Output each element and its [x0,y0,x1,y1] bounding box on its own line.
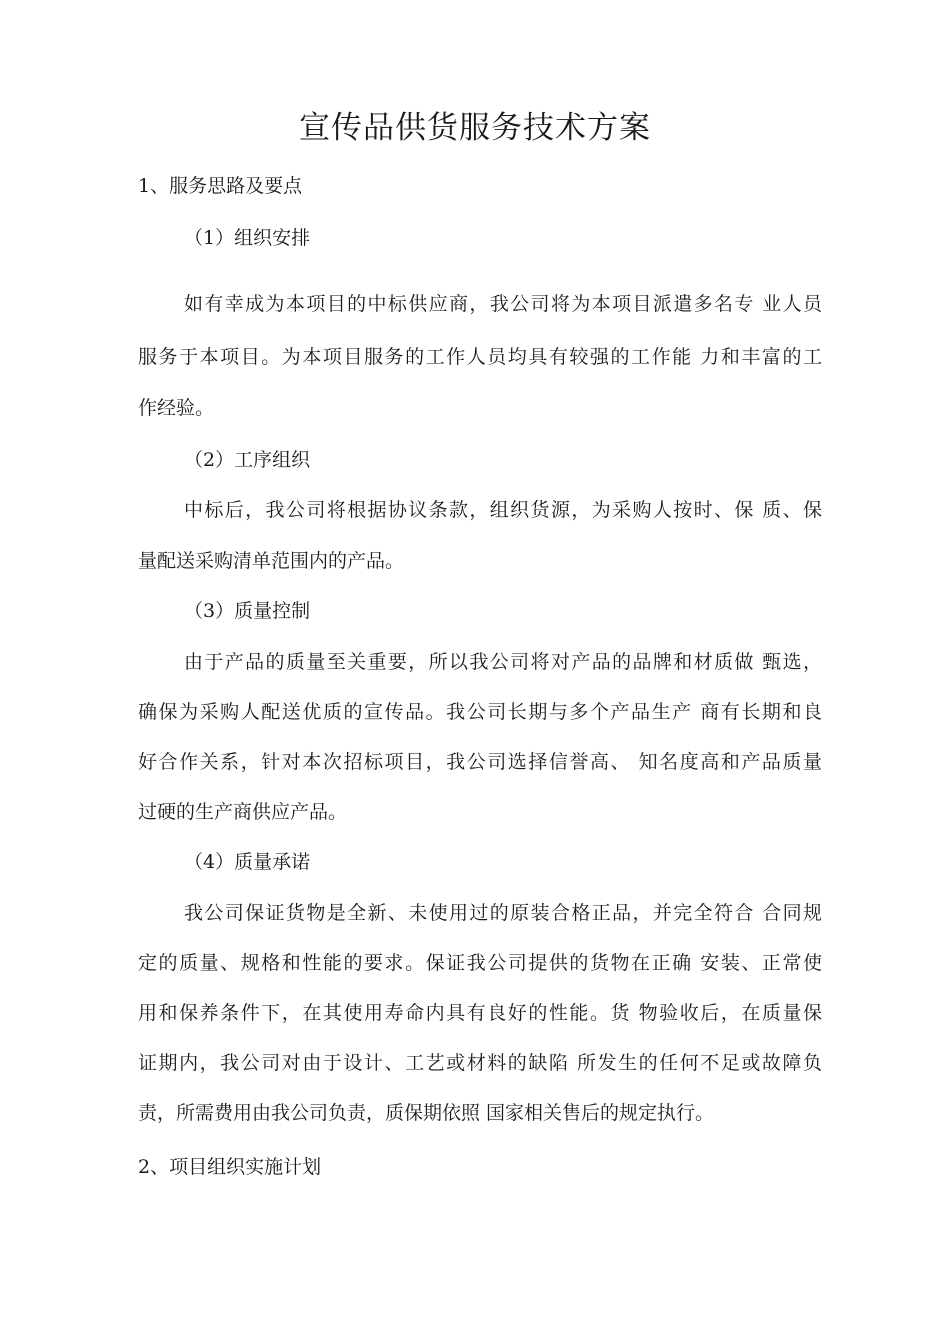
section-heading-2: 2、项目组织实施计划 [138,1156,322,1178]
paragraph-line: 用和保养条件下，在其使用寿命内具有良好的性能。货 物验收后，在质量保 [138,1002,822,1024]
paragraph-line: 作经验。 [138,397,215,419]
subsection-heading-3: （3）质量控制 [184,600,311,622]
document-title: 宣传品供货服务技术方案 [299,110,651,146]
paragraph-line: 由于产品的质量至关重要，所以我公司将对产品的品牌和材质做 甄选， [184,651,822,673]
paragraph-line: 我公司保证货物是全新、未使用过的原装合格正品，并完全符合 合同规 [184,902,822,924]
section-heading-1: 1、服务思路及要点 [138,175,303,197]
paragraph-line: 责，所需费用由我公司负责，质保期依照 国家相关售后的规定执行。 [138,1102,715,1124]
paragraph-line: 服务于本项目。为本项目服务的工作人员均具有较强的工作能 力和丰富的工 [138,346,822,368]
paragraph-line: 确保为采购人配送优质的宣传品。我公司长期与多个产品生产 商有长期和良 [138,701,822,723]
paragraph-line: 好合作关系，针对本次招标项目，我公司选择信誉高、 知名度高和产品质量 [138,751,822,773]
paragraph-line: 证期内，我公司对由于设计、工艺或材料的缺陷 所发生的任何不足或故障负 [138,1052,822,1074]
paragraph-line: 如有幸成为本项目的中标供应商，我公司将为本项目派遣多名专 业人员 [184,293,822,315]
paragraph-line: 过硬的生产商供应产品。 [138,801,348,823]
paragraph-line: 中标后，我公司将根据协议条款，组织货源，为采购人按时、保 质、保 [184,499,822,521]
subsection-heading-1: （1）组织安排 [184,227,311,249]
paragraph-line: 量配送采购清单范围内的产品。 [138,550,405,572]
subsection-heading-4: （4）质量承诺 [184,851,311,873]
paragraph-line: 定的质量、规格和性能的要求。保证我公司提供的货物在正确 安装、正常使 [138,952,822,974]
subsection-heading-2: （2）工序组织 [184,449,311,471]
